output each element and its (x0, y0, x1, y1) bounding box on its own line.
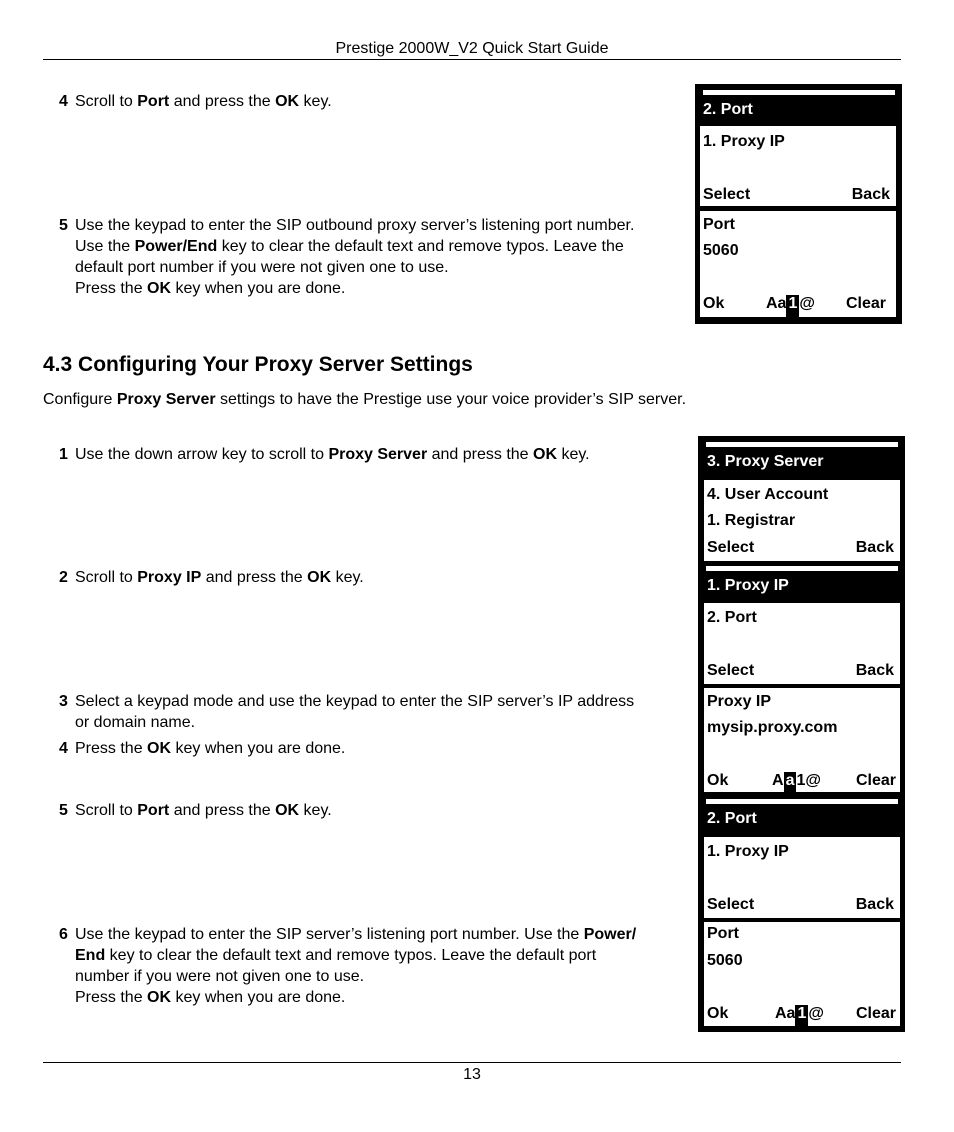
menu-body (704, 837, 900, 918)
keypad-mode-indicator: Aa 1 @ (766, 295, 815, 318)
step-6: 6 Use the keypad to enter the SIP server’s listening port number. Use the Power/ End key to clear the default text and remove typos. Leave the default port number if you were not given one to use. Press the OK key when you are done. (59, 926, 637, 1006)
softkey-ok: Ok (703, 295, 725, 312)
step-6-text: Use the keypad to enter the SIP server’s listening port number. Use the Power/ End key to clear the default text and remove typos. Leave the default port number if you were not given one to use. Press the OK key when you are done. (75, 926, 637, 1006)
step-2-text: Scroll to Proxy IP and press the OK key. (75, 569, 364, 586)
softkey-back: Back (851, 186, 890, 203)
softkey-clear: Clear (855, 772, 896, 789)
top-step-5-text: Use the keypad to enter the SIP outbound proxy server’s listening port number. Use the Power/End key to clear the default text and remove typos. Leave the default port number if you were not given one to use. Press the OK key when you are done. (75, 217, 635, 297)
phone-screen-proxy-server (698, 436, 905, 1032)
softkey-select: Select (707, 539, 755, 556)
input-label: Proxy IP (707, 693, 772, 710)
top-step-5: 5 Use the keypad to enter the SIP outbound proxy server’s listening port number. Use the Power/End key to clear the default text and remove typos. Leave the default port number if you were not given one to use. Press the OK key when you are done. (59, 217, 635, 297)
step-5-text: Scroll to Port and press the OK key. (75, 802, 332, 819)
input-value: mysip.proxy.com (707, 719, 838, 736)
step-3: 3 Select a keypad mode and use the keypad to enter the SIP server’s IP address or domain name. (59, 693, 635, 731)
input-body (704, 688, 900, 792)
menu-item: 1. Proxy IP (707, 843, 789, 860)
phone-screen-port (695, 84, 902, 324)
menu-item: 4. User Account (707, 486, 829, 503)
softkey-ok: Ok (707, 772, 729, 789)
page-header: Prestige 2000W_V2 Quick Start Guide (335, 40, 609, 57)
menu-body (704, 480, 900, 561)
menu-item: 1. Registrar (707, 512, 796, 529)
page-number: 13 (463, 1066, 481, 1083)
softkey-clear: Clear (855, 1005, 896, 1022)
top-step-4: 4 Scroll to Port and press the OK key. (59, 93, 332, 110)
softkey-back: Back (855, 896, 894, 913)
softkey-back: Back (855, 662, 894, 679)
screen-top-strip (706, 442, 898, 447)
step-4-text: Press the OK key when you are done. (75, 740, 346, 757)
section-intro: Configure Proxy Server settings to have the Prestige use your voice provider’s SIP server. (43, 391, 687, 408)
softkey-select: Select (707, 896, 755, 913)
footer-rule (43, 1062, 901, 1063)
softkey-clear: Clear (845, 295, 886, 312)
input-value: 5060 (703, 242, 739, 259)
screen-top-strip (706, 799, 898, 804)
step-1-text: Use the down arrow key to scroll to Proxy Server and press the OK key. (75, 446, 590, 463)
step-1: 1 Use the down arrow key to scroll to Proxy Server and press the OK key. (59, 446, 590, 463)
screen-top-strip (703, 90, 895, 95)
softkey-back: Back (855, 539, 894, 556)
input-body (700, 211, 896, 317)
input-value: 5060 (707, 952, 743, 969)
softkey-ok: Ok (707, 1005, 729, 1022)
keypad-mode-indicator: Aa 1 @ (775, 1005, 824, 1028)
screen-top-strip (706, 566, 898, 571)
softkey-select: Select (703, 186, 751, 203)
menu-body (700, 126, 896, 206)
step-2: 2 Scroll to Proxy IP and press the OK key. (59, 569, 364, 586)
menu-title: 2. Port (703, 101, 753, 118)
menu-item: 1. Proxy IP (703, 133, 785, 150)
menu-title: 2. Port (707, 810, 757, 827)
input-label: Port (703, 216, 735, 233)
menu-item: 2. Port (707, 609, 757, 626)
input-body (704, 922, 900, 1026)
step-4: 4 Press the OK key when you are done. (59, 740, 346, 757)
menu-body (704, 603, 900, 684)
menu-title: 3. Proxy Server (707, 453, 824, 470)
input-label: Port (707, 925, 739, 942)
step-5: 5 Scroll to Port and press the OK key. (59, 802, 332, 819)
section-title: 4.3 Configuring Your Proxy Server Settings (43, 353, 473, 376)
header-rule (43, 59, 901, 60)
softkey-select: Select (707, 662, 755, 679)
keypad-mode-indicator: A a 1@ (772, 772, 821, 795)
menu-title: 1. Proxy IP (707, 577, 789, 594)
step-3-text: Select a keypad mode and use the keypad to enter the SIP server’s IP address or domain name. (75, 693, 635, 731)
top-step-4-text: Scroll to Port and press the OK key. (75, 93, 332, 110)
